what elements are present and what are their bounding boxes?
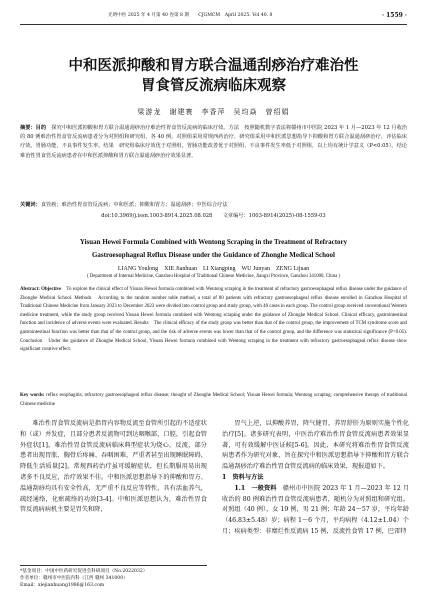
chinese-authors: 梁游龙 谢建寰 李香萍 吴均焱 曾绍娟 [137, 108, 290, 116]
chinese-title-line2: 胃食管反流病临床观察 [141, 77, 286, 94]
english-title-line1: Yisuan Hewei Formula Combined with Wentong Scraping in the Treatment of Refractory [79, 238, 348, 246]
chinese-title-line1: 中和医派抑酸和胃方联合温通刮痧治疗难治性 [68, 57, 359, 74]
chinese-abstract-label: 摘要：目的 [20, 125, 47, 131]
english-abstract-text: To explore the clinical effect of Yisuan Hewei formula combined with Wentong scraping in the treatment of refractory gastroesophageal reflux disease under the guidance of Zhonghe Medical School. Methods According to the random number table method, a total of 80 patients with refractory gastroesophageal reflux disease enrolled in Ganzhou Hospital of Traditional Chinese Medicine from January 2023 to December 2023 were divided into control group and study group, with 40 cases in each group. The control group received conventional Western medicine treatment, while the study group received Yisuan Hewei formula combined with Wentong scraping under the guidance of Zhonghe Medical School. Clinical efficacy, gastrointestinal function and incidence of adverse events were evaluated. Results The clinical efficacy of the study group was better than that of the control group, the improvement of TCM syndrome score and gastrointestinal function was better than that of the control group, and the risk of adverse events was lower than that of the control group, and the difference was statistical significance (P<0.05). Conclusion Under the guidance of Zhonghe Medical School, Yisuan Hewei formula combined with Wentong scraping in the treatment with refractory gastroesophageal reflux disease show significant curative effect. [20, 287, 407, 353]
body-left-column [20, 419, 207, 516]
chinese-keywords [20, 201, 407, 210]
body-paragraph: 难治性胃食管反流病是指胃内容物反流至食管所引起的不适症状和（或）并发症，且部分患者反流物可到达咽喉部，口腔，引起食管外症状[1]。难治性胃食管反流病临床典型症状为烧心，反流，部分患者出现胃胀、胸骨后疼痛、吞咽困难，严重者甚至出现睡眠障碍，降低生活质量[2]。常规西药治疗虽可缓解症状，但长期服用易出现诸多不良反应，治疗效果不佳。中和医派思想指导下的抑酸和胃方、温通刮痧均具有安全性高，无严重不良反应等特性，具有活血养气，疏经通络，化瘀疏络的功效[3-4]。中和医派思想认为，难治性胃食管反流病病机主要是胃失和降， [20, 420, 207, 514]
subsection-label: 1.1 一般资料 [234, 484, 277, 492]
footnote-email: Email：xiejianhuang1986@163.com [20, 583, 105, 589]
chinese-keywords-text: 食管癌；难治性胃食管反流病；中和医派；抑酸和胃方；温通刮痧；中医综合疗法 [40, 202, 228, 208]
journal-info: 光明中医 2025 年 4 月第 40 卷第 8 期 CJGMCM April 2025. Vol 40. 8 [108, 13, 273, 18]
running-header [20, 10, 407, 25]
chinese-keywords-label: 关键词： [20, 202, 41, 208]
chinese-abstract-text: 探究中和医派抑酸和胃方联合温通刮痧治疗难治性胃食管反流病的临床疗效。方法 按照随机数字表法将赣州市中医院 2023 年 1 月—2023 年 12 月收治的 80 例难治性胃食管反流病患者分为对照组和研究组，各 40 例。对照组采用常规西药治疗，研究组采用中和医派思想指导下抑酸和胃方联合温通刮痧治疗，评估临床疗效，胃肠功能，不良事件发生率。结果 研究组临床疗效优于对照组，胃肠功能改善优于对照组，不良事件发生率低于对照组，以上均有统计学意义（P<0.05）。结论 难治性胃食管反流病患者在中和医派抑酸和胃方联合温通刮痧治疗效果显著。 [20, 125, 413, 159]
body-paragraph: 胃气上逆，以抑酸养胃，降气健胃，养胃舒肝为原则实施个性化治疗[5]。诸多研究表明，中医治疗难治性胃食管反流病患者效果显著，可有效缓解中医证候[5-6]。因此，本研究将难治性胃食管反流病患者作为研究对象，旨在探究中和医派思想指导下抑酸和胃方联合温通刮痧治疗难治性胃食管反流病的临床效果，现报道如下。 [222, 420, 409, 471]
footnote-fund: *基金项目：中国中医药研究促进会科研项目（No.2022032） [20, 569, 148, 574]
english-keywords [20, 392, 407, 409]
english-keywords-text: reflux esophagitis; refractory gastroesophageal reflux disease; thought of Zhonghe Medical School; Yisuan Hewei formula; Wentong scraping; comprehensive therapy of traditional Chinese medicine [20, 393, 407, 407]
subsection-paragraph [222, 484, 409, 538]
english-abstract-label: Abstract: Objective [20, 287, 62, 292]
body-right-column [222, 419, 409, 538]
english-abstract [20, 286, 407, 355]
english-title [0, 236, 427, 261]
doi-line: doi:10.3969/j.issn.1003-8914.2025.08.028 文章编号：1003-8914(2025)-08-1559-03 [101, 213, 326, 219]
subsection-text: 赣州市中医院 2023 年 1 月—2023 年 12 月收治的 80 例难治性胃食管反流病患者，随机分为对照组和研究组。对照组（40 例），女 19 例，男 21 例；年龄 24～57 岁，平均年龄（46.83±5.48）岁；病程 1～6 个月，平均病程（4.12±1.04）个月；疾病类型：非糜烂性反流病 15 例，反流性食管 17 例，巴雷特 [222, 484, 410, 535]
page-number: · 1559 · [381, 12, 407, 19]
chinese-abstract [20, 124, 413, 161]
english-keywords-label: Key words: [20, 393, 45, 398]
english-affiliation: ( Department of Internal Medicine, Ganzhou Hospital of Traditional Chinese Medicine, Jiangxi Province, Ganzhou 341000, China ) [86, 274, 341, 279]
section-heading: 1 资料与方法 [222, 473, 264, 481]
chinese-title [0, 56, 427, 96]
english-title-line2: Gastroesophageal Reflux Disease under the Guidance of Zhonghe Medical School [91, 250, 335, 259]
footnote-author: 作者单位：赣州市中医院内科（江西 赣州 341000） [20, 576, 128, 582]
english-authors: LIANG Youlong XIE Jianhuan LI Xiangping WU Junyan ZENG Lijuan [117, 266, 310, 272]
footnote [20, 565, 207, 590]
